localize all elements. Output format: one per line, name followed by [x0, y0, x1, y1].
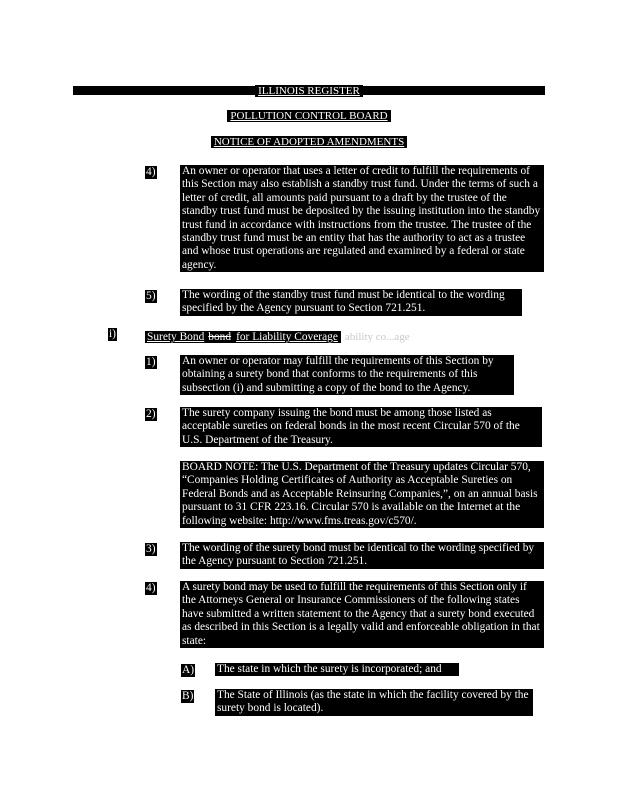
board-note: [180, 461, 544, 528]
paragraph-i3: [180, 542, 544, 569]
item-marker: 2): [146, 408, 156, 420]
heading-struck: bond: [208, 331, 232, 343]
paragraph-text: The state in which the surety is incorporated; and: [215, 663, 459, 676]
paragraph-text: The wording of the standby trust fund must be identical to the wording specified by the Agency pursuant to Section 721.251.: [180, 289, 522, 316]
paragraph-text: A surety bond may be used to fulfill the requirements of this Section only if the Attorneys General or Insurance Commissioners of the following states have submitted a written statement to the Agency that a surety bond executed as described in this Section is a legally valid and enforceable obligation in that state:: [180, 581, 544, 648]
paragraph-i4: [180, 581, 544, 648]
board-note-text: BOARD NOTE: The U.S. Department of the Treasury updates Circular 570, “Companies Holding Certificates of Authority as Acceptable Sureties on Federal Bonds and as Acceptable Reinsuring Companies,”, on an annual basis pursuant to 31 CFR 223.16. Circular 570 is available on the Internet at the following website: http://www.fms.treas.gov/c570/.: [180, 461, 544, 528]
notice-title-text: NOTICE OF ADOPTED AMENDMENTS: [211, 136, 407, 148]
item-marker: A): [182, 664, 195, 676]
paragraph-i1: [180, 355, 514, 395]
paragraph-5: [180, 289, 522, 316]
item-marker: 4): [146, 582, 156, 594]
notice-title: [0, 136, 618, 148]
paragraph-B: [215, 689, 533, 716]
item-marker: B): [182, 690, 194, 702]
agency-title-text: POLLUTION CONTROL BOARD: [227, 110, 390, 122]
register-title-text: ILLINOIS REGISTER: [255, 85, 363, 97]
paragraph-A: [215, 663, 459, 676]
register-title: [0, 85, 618, 97]
heading-part2: for Liability Coverage: [233, 331, 341, 343]
item-marker: 4): [146, 166, 156, 178]
item-marker: 5): [146, 290, 156, 302]
paragraph-i2: [180, 407, 542, 447]
paragraph-text: The wording of the surety bond must be identical to the wording specified by the Agency pursuant to Section 721.251.: [180, 542, 544, 569]
paragraph-text: An owner or operator may fulfill the requirements of this Section by obtaining a surety bond that conforms to the requirements of this subsection (i) and submitting a copy of the bond to the Agency.: [180, 355, 514, 395]
heading-part1: Surety Bond: [147, 331, 205, 343]
paragraph-text: An owner or operator that uses a letter of credit to fulfill the requirements of this Section may also establish a standby trust fund. Under the terms of such a letter of credit, all amounts paid pursuant to a draft by the trustee of the standby trust fund must be deposited by the issuing institution into the standby trust fund in accordance with instructions from the trustee. The trustee of the standby trust fund must be an entity that has the authority to act as a trustee and whose trust operations are regulated and examined by a federal or state agency.: [180, 165, 544, 272]
paragraph-text: The State of Illinois (as the state in which the facility covered by the surety bond is located).: [215, 689, 533, 716]
item-marker: 3): [146, 543, 156, 555]
section-i-heading: [145, 327, 410, 345]
paragraph-4: [180, 165, 544, 272]
faded-text: ability co...age: [344, 331, 410, 343]
item-marker: 1): [146, 356, 156, 368]
agency-title: [0, 110, 618, 122]
section-marker: i): [109, 328, 116, 340]
paragraph-text: The surety company issuing the bond must be among those listed as acceptable sureties on federal bonds in the most recent Circular 570 of the U.S. Department of the Treasury.: [180, 407, 542, 447]
